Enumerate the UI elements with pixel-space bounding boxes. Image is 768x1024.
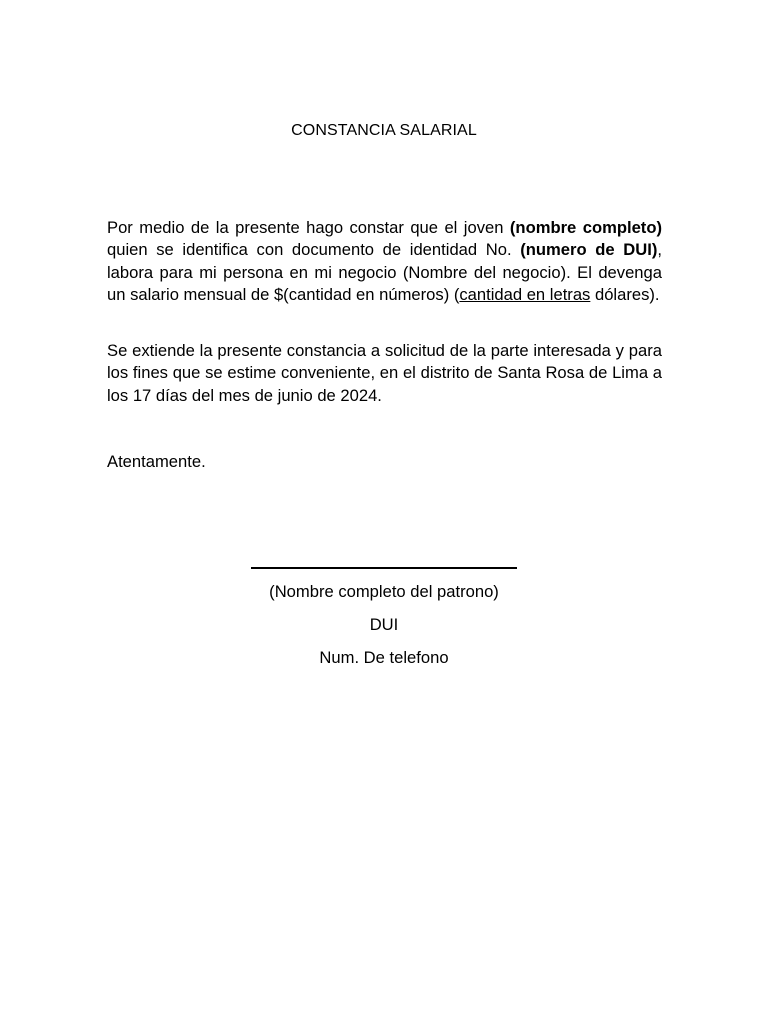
closing-salutation: Atentamente.: [107, 452, 206, 471]
paragraph-text: , labora para mi persona en mi negocio (Nombre del negocio). El devenga un salario mensual de $(cantidad en números) (: [107, 240, 662, 305]
employee-name-placeholder: (nombre completo): [509, 218, 662, 237]
paragraph-text: quien se identifica con documento de identidad No.: [107, 240, 521, 260]
dui-number-placeholder: (numero de DUI): [520, 240, 658, 260]
paragraph-issuance: Se extiende la presente constancia a solicitud de la parte interesada y para los fines que se estime conveniente, en el distrito de Santa Rosa de Lima a los 17 días del mes de junio de 2024.: [107, 341, 662, 405]
paragraph-text: dólares).: [590, 285, 660, 305]
amount-in-words-placeholder: cantidad en letras: [459, 285, 591, 305]
document-title: CONSTANCIA SALARIAL: [291, 122, 477, 139]
paragraph-certification: [107, 217, 662, 307]
signature-line: [251, 567, 517, 569]
signer-dui: DUI: [369, 615, 399, 634]
paragraph-text: Por medio de la presente hago constar que el joven: [107, 218, 510, 237]
signer-phone: Num. De telefono: [319, 648, 449, 667]
signer-name: (Nombre completo del patrono): [269, 582, 499, 601]
